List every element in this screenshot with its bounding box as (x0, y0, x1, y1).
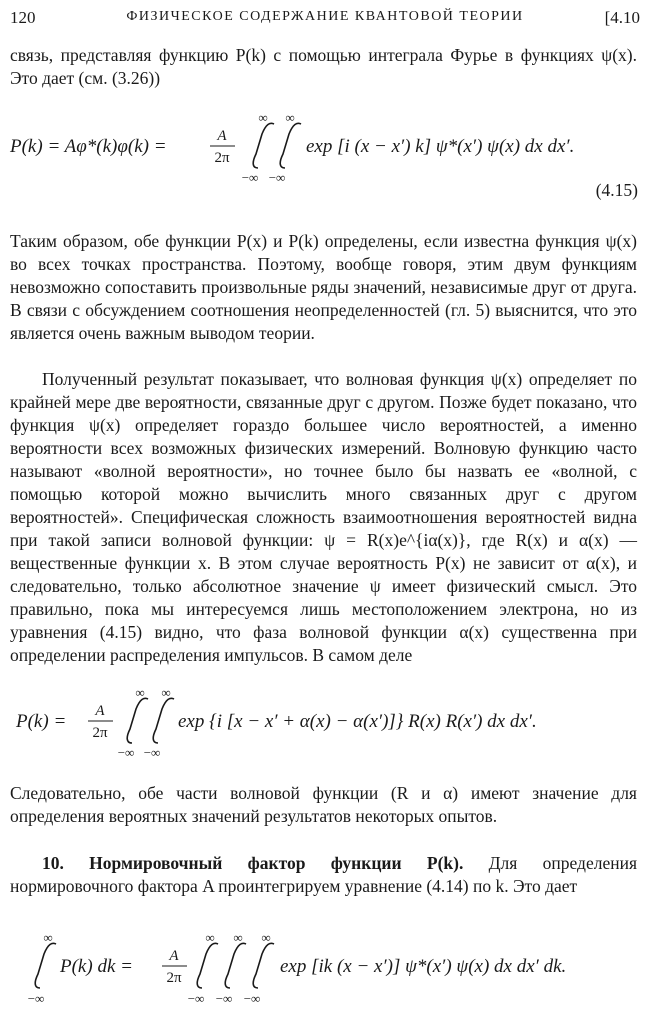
eq1-integral-2 (280, 123, 301, 168)
eq1-upper-2: ∞ (285, 110, 295, 125)
page-number: 120 (10, 8, 36, 27)
eq3-lhs: P(k) dk = (60, 956, 133, 977)
eq1-integrand: exp [i (x − x′) k] ψ*(x′) ψ(x) dx dx′. (306, 136, 575, 157)
section-marker: [4.10 (604, 8, 640, 27)
eq2-upper-1: ∞ (135, 685, 145, 700)
eq2-coef-num: A (95, 703, 105, 719)
eq2-integrand: exp {i [x − x′ + α(x) − α(x′)]} R(x) R(x′) dx dx′. (178, 711, 537, 732)
equation-4-15 (0, 110, 650, 200)
equation-number: (4.15) (595, 180, 638, 200)
eq1-lower-1: −∞ (241, 170, 259, 185)
paragraph-2: Полученный результат показывает, что волновая функция ψ(x) определяет по крайней мере две вероятности, связанные друг с другом. Позже будет показано, что функция ψ(x) определяет гораздо большее число вероятностей, а именно вероятности всех возможных физических измерений. Волновую функцию часто называют «волной вероятности», но точнее было бы назвать ее «волной, с помощью которой можно вычислить много связанных друг с другом вероятностей». Специфическая сложность взаимоотношения вероятностей видна при такой записи волновой функции: ψ = R(x)e^{iα(x)}, где R(x) и α(x) — вещественные функции x. В этом случае вероятность P(x) не зависит от α(x), и следовательно, только абсолютное значение ψ имеет физический смысл. Это правильно, пока мы интересуемся лишь местоположением электрона, но из уравнения (4.15) видно, что фаза волновой функции α(x) существенна при определении распределения импульсов. В самом деле (10, 369, 637, 665)
eq2-lower-1: −∞ (117, 745, 135, 760)
eq2-upper-2: ∞ (161, 685, 171, 700)
eq3-upper-3: ∞ (261, 930, 271, 945)
paragraph-1: Таким образом, обе функции P(x) и P(k) определены, если известна функция ψ(x) во всех точках пространства. Поэтому, вообще говоря, этим двум функциям невозможно сопоставить произвольные ряды значений, независимые друг от друга. В связи с обсуждением соотношения неопределенностей (гл. 5) выяснится, что это является очень важным выводом теории. (10, 231, 637, 343)
eq1-coef-den: 2π (214, 150, 230, 166)
equation-normalization-svg (0, 930, 650, 1008)
eq1-lhs: P(k) = Aφ*(k)φ(k) = (10, 136, 167, 157)
intro-paragraph: связь, представляя функцию P(k) с помощью интеграла Фурье в функциях ψ(x). Это дает (см. (3.26)) (10, 45, 637, 88)
eq2-lower-2: −∞ (143, 745, 161, 760)
eq3-lower-2: −∞ (215, 991, 233, 1006)
running-title: ФИЗИЧЕСКОЕ СОДЕРЖАНИЕ КВАНТОВОЙ ТЕОРИИ (126, 9, 524, 24)
eq3-upper-1: ∞ (205, 930, 215, 945)
eq3-lower-1: −∞ (187, 991, 205, 1006)
eq1-coef-num: A (217, 128, 227, 144)
eq2-integral-2 (153, 698, 174, 743)
page-header (10, 8, 640, 34)
equation-normalization (0, 930, 650, 1006)
eq3-coef-den: 2π (166, 970, 182, 986)
eq1-upper-1: ∞ (258, 110, 268, 125)
eq1-lower-2: −∞ (268, 170, 286, 185)
eq3-integral-2 (225, 943, 246, 988)
eq3-upper-2: ∞ (233, 930, 243, 945)
eq2-lhs: P(k) = (16, 711, 67, 732)
paragraph-4 (10, 852, 637, 898)
eq3-coef-num: A (169, 948, 179, 964)
eq2-integral-1 (127, 698, 148, 743)
eq2-coef-den: 2π (92, 725, 108, 741)
paragraph-4-text: Для определения нормировочного фактора A проинтегрируем уравнение (4.14) по k. Это дает (10, 853, 637, 896)
eq3-integral-k (35, 943, 56, 988)
eq3-upper-k: ∞ (43, 930, 53, 945)
paragraph-3: Следовательно, обе части волновой функции (R и α) имеют значение для определения вероятных значений результатов некоторых опытов. (10, 783, 637, 826)
eq3-lower-k: −∞ (27, 991, 45, 1006)
equation-momentum-svg (0, 685, 650, 760)
eq1-integral-1 (253, 123, 274, 168)
section-heading: 10. Нормировочный фактор функции P(k). (42, 853, 464, 873)
equation-4-15-svg (0, 110, 650, 185)
eq3-integral-1 (197, 943, 218, 988)
equation-momentum (0, 685, 650, 760)
eq3-integrand: exp [ik (x − x′)] ψ*(x′) ψ(x) dx dx′ dk. (280, 956, 567, 977)
eq3-integral-3 (253, 943, 274, 988)
eq3-lower-3: −∞ (243, 991, 261, 1006)
